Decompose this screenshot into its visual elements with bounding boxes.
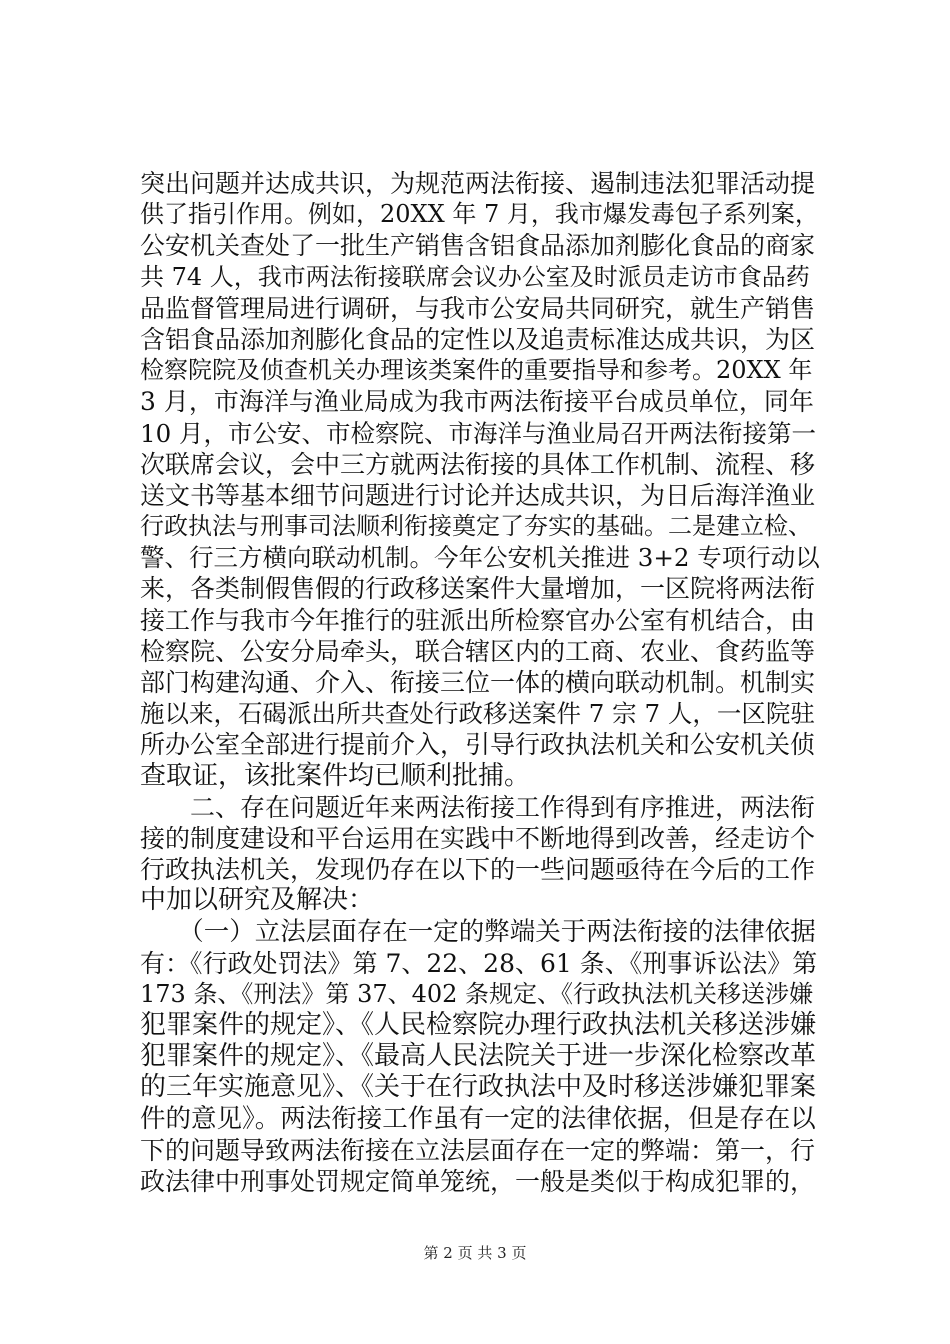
text-line: 含铝食品添加剂膨化食品的定性以及追责标准达成共识，为区	[140, 324, 816, 354]
text-line: 所办公室全部进行提前介入，引导行政执法机关和公安机关侦	[140, 730, 816, 760]
text-line: 警、行三方横向联动机制。今年公安机关推进 3+2 专项行动以	[140, 543, 820, 573]
text-line: 品监督管理局进行调研，与我市公安局共同研究，就生产销售	[140, 293, 816, 323]
page-footer: 第 2 页 共 3 页	[423, 1244, 527, 1262]
text-line: 行政执法机关，发现仍存在以下的一些问题亟待在今后的工作	[140, 855, 816, 885]
text-line: 二、存在问题近年来两法衔接工作得到有序推进，两法衔	[140, 792, 816, 822]
text-line: 10 月，市公安、市检察院、市海洋与渔业局召开两法衔接第一	[140, 418, 816, 448]
text-line: （一）立法层面存在一定的弊端关于两法衔接的法律依据	[140, 916, 816, 947]
text-line: 接的制度建设和平台运用在实践中不断地得到改善，经走访个	[140, 823, 816, 853]
text-line: 行政执法与刑事司法顺利衔接奠定了夯实的基础。二是建立检、	[140, 512, 812, 541]
text-line: 检察院院及侦查机关办理该类案件的重要指导和参考。20XX 年	[140, 356, 813, 385]
text-line: 检察院、公安分局牵头，联合辖区内的工商、农业、食药监等	[140, 636, 816, 666]
text-line: 突出问题并达成共识，为规范两法衔接、遏制违法犯罪活动提	[140, 169, 816, 198]
document-body	[140, 168, 820, 1197]
text-line: 3 月，市海洋与渔业局成为我市两法衔接平台成员单位，同年	[140, 387, 814, 417]
text-line: 下的问题导致两法衔接在立法层面存在一定的弊端：第一，行	[140, 1135, 816, 1165]
text-line: 接工作与我市今年推行的驻派出所检察官办公室有机结合，由	[140, 605, 816, 635]
text-line: 来，各类制假售假的行政移送案件大量增加，一区院将两法衔	[140, 574, 816, 604]
text-line: 政法律中刑事处罚规定简单笼统，一般是类似于构成犯罪的，	[140, 1167, 816, 1196]
text-line: 犯罪案件的规定》、《人民检察院办理行政执法机关移送涉嫌	[140, 1010, 817, 1041]
text-line: 次联席会议，会中三方就两法衔接的具体工作机制、流程、移	[140, 449, 816, 479]
text-line: 送文书等基本细节问题进行讨论并达成共识，为日后海洋渔业	[140, 480, 816, 510]
text-line: 犯罪案件的规定》、《最高人民法院关于进一步深化检察改革	[140, 1041, 817, 1072]
text-line: 173 条、《刑法》第 37、402 条规定、《行政执法机关移送涉嫌	[140, 979, 814, 1008]
text-line: 部门构建沟通、介入、衔接三位一体的横向联动机制。机制实	[140, 668, 816, 697]
text-line: 中加以研究及解决：	[140, 885, 375, 916]
text-line: 供了指引作用。例如，20XX 年 7 月，我市爆发毒包子系列案，	[140, 200, 819, 229]
text-line: 施以来，石碣派出所共查处行政移送案件 7 宗 7 人，一区院驻	[140, 699, 815, 729]
text-line: 共 74 人，我市两法衔接联席会议办公室及时派员走访市食品药	[140, 262, 810, 291]
text-line: 有：《行政处罚法》第 7、22、28、61 条、《刑事诉讼法》第	[140, 948, 818, 978]
text-line: 的三年实施意见》、《关于在行政执法中及时移送涉嫌犯罪案	[140, 1072, 817, 1103]
text-line: 件的意见》。两法衔接工作虽有一定的法律依据，但是存在以	[140, 1103, 816, 1134]
text-line: 公安机关查处了一批生产销售含铝食品添加剂膨化食品的商家	[140, 231, 816, 261]
text-line: 查取证，该批案件均已顺利批捕。	[140, 760, 531, 791]
